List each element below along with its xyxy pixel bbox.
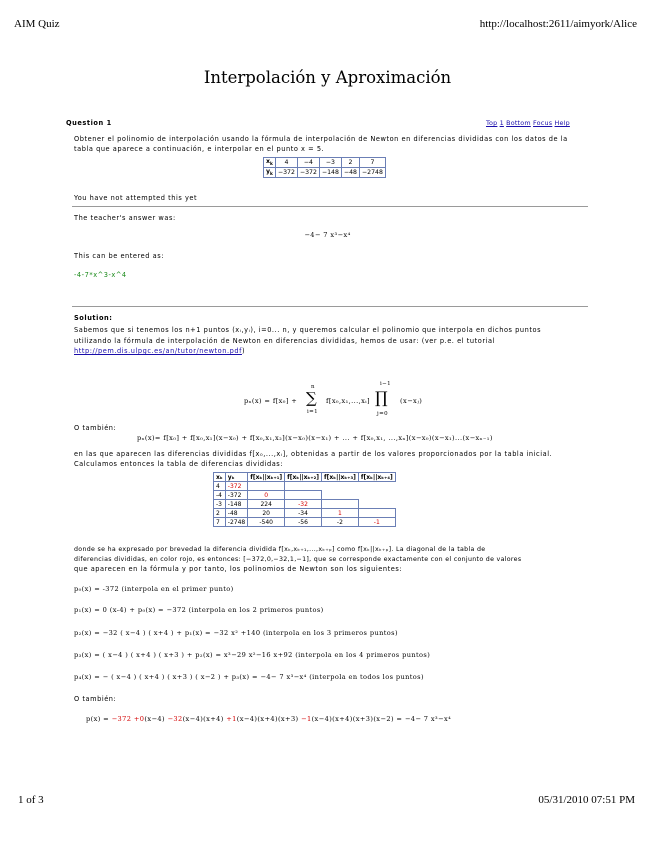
final-formula: [86, 715, 451, 723]
formula-tail: (x−xⱼ): [400, 397, 423, 405]
x-cell: 7: [360, 158, 386, 168]
entered-value: -4-7*x^3-x^4: [74, 271, 127, 279]
table-cell: -1: [358, 518, 395, 527]
table-cell: -148: [225, 500, 247, 509]
table-cell: -2: [321, 518, 358, 527]
page-url: http://localhost:2611/aimyork/Alice: [479, 18, 637, 30]
question-label: Question 1: [66, 119, 112, 127]
divider: [72, 306, 588, 307]
table-row: [214, 491, 396, 500]
solution-para2-1: en las que aparecen las diferencias divididas f[x₀,...,xᵢ], obtenidas a partir de los valores proporcionados por la tabla inicial.: [74, 450, 553, 458]
coef-3: −32: [167, 715, 183, 723]
table-cell: 1: [321, 509, 358, 518]
y-cell: −48: [341, 168, 359, 178]
polynomial-line: p₃(x) = ( x−4 ) ( x+4 ) ( x+3 ) + p₂(x) = x³−29 x²−16 x+92 (interpola en los 4 primeros puntos): [74, 651, 431, 659]
tutorial-link[interactable]: http://pem.dis.ulpgc.es/an/tutor/newton.pdf: [74, 347, 242, 355]
column-header: xₖ: [214, 473, 226, 482]
x-cell: −3: [319, 158, 341, 168]
tutorial-link-line: [74, 346, 245, 357]
formula-lhs: pₙ(x) = f[x₀] +: [244, 397, 298, 405]
table-cell: [285, 482, 322, 491]
browser-page-title: AIM Quiz: [14, 18, 60, 30]
column-header: f[xₖ||xₖ₊₄]: [358, 473, 395, 482]
table-cell: [321, 500, 358, 509]
y-cell: −2748: [360, 168, 386, 178]
row-y-label: y: [266, 168, 271, 176]
table-cell: [248, 482, 285, 491]
factor-5: (x−4)(x+4)(x+3)(x−2): [311, 715, 394, 723]
sum-bottom: i=1: [307, 409, 319, 415]
table-row: [214, 482, 396, 491]
divider: [72, 206, 588, 207]
link-tail: ): [241, 347, 246, 355]
table-cell: -48: [225, 509, 247, 518]
solution-para3-2: diferencias divididas, en color rojo, es entonces: [−372,0,−32,1,−1], que se corresponde exactamente con el conjunto de valores: [74, 556, 522, 563]
factor-3: (x−4)(x+4): [182, 715, 224, 723]
factor-4: (x−4)(x+4)(x+3): [236, 715, 299, 723]
prod-bottom: j=0: [377, 411, 389, 417]
table-row: [214, 518, 396, 527]
column-header: yₖ: [225, 473, 247, 482]
table-cell: 4: [214, 482, 226, 491]
o-tambien-2: O también:: [74, 695, 117, 703]
table-cell: [358, 509, 395, 518]
final-rhs: = −4− 7 x³−x⁴: [396, 715, 452, 723]
print-timestamp: 05/31/2010 07:51 PM: [538, 794, 635, 806]
table-cell: [321, 491, 358, 500]
table-row: [214, 509, 396, 518]
solution-para3-1: donde se ha expresado por brevedad la diferencia dividida f[xₖ,xₖ₊₁,...,xₖ₊ₚ] como f[xₖ||xₖ₊ₚ]. La diagonal de la tabla de: [74, 546, 486, 553]
attempt-status: You have not attempted this yet: [74, 194, 198, 202]
table-cell: -4: [214, 491, 226, 500]
table-cell: [285, 491, 322, 500]
sum-symbol: ∑: [306, 389, 317, 407]
table-row-y: $y_k$ −372 −372 −148 −48 −2748: [264, 168, 386, 178]
polynomial-line: p₁(x) = 0 (x-4) + p₀(x) = −372 (interpola en los 2 primeros puntos): [74, 606, 324, 614]
polynomial-line: p₀(x) = -372 (interpola en el primer punto): [74, 585, 234, 593]
solution-para2-2: Calculamos entonces la tabla de diferencias divididas:: [74, 460, 284, 468]
polynomial-line: p₂(x) = −32 ( x−4 ) ( x+4 ) + p₁(x) = −32 x² +140 (interpola en los 3 primeros puntos): [74, 629, 398, 637]
nav-focus-link[interactable]: Focus: [533, 119, 553, 127]
table-cell: -3: [214, 500, 226, 509]
row-x-label: x: [266, 158, 271, 165]
table-cell: 0: [248, 491, 285, 500]
prod-symbol: ∏: [375, 388, 388, 407]
teacher-answer: −4− 7 x³−x⁴: [304, 231, 351, 239]
table-cell: [358, 482, 395, 491]
solution-para-1: Sabemos que si tenemos los n+1 puntos (xᵢ,yᵢ), i=0... n, y queremos calcular el polinomio que interpola en dichos puntos: [74, 326, 542, 334]
coef-5: −1: [301, 715, 312, 723]
polynomial-line: p₄(x) = − ( x−4 ) ( x+4 ) ( x+3 ) ( x−2 ) + p₃(x) = −4− 7 x³−x⁴ (interpola en todos los puntos): [74, 673, 424, 681]
table-cell: 7: [214, 518, 226, 527]
solution-heading: Solution:: [74, 314, 113, 322]
coef-2: +0: [133, 715, 145, 723]
question-text-1: Obtener el polinomio de interpolación usando la fórmula de interpolación de Newton en diferencias divididas con los datos de la: [74, 135, 568, 143]
expanded-formula: pₙ(x)= f[x₀] + f[x₀,x₁](x−x₀) + f[x₀,x₁,x₂](x−x₀)(x−x₁) + ... + f[x₀,x₁, ...,xₙ](x−x₀)(x−x₁)...(x−xₙ₋₁): [137, 434, 493, 442]
table-cell: 2: [214, 509, 226, 518]
question-text-2: tabla que aparece a continuación, e interpolar en el punto x = 5.: [74, 145, 325, 153]
divided-differences-table: [213, 472, 396, 527]
x-cell: 2: [341, 158, 359, 168]
data-table: [263, 157, 386, 178]
nav-top-link[interactable]: Top: [486, 119, 498, 127]
prod-top: i−1: [380, 381, 392, 387]
nav-help-link[interactable]: Help: [554, 119, 570, 127]
solution-para-2: utilizando la fórmula de interpolación de Newton en diferencias divididas, hemos de usar: (ver p.e. el tutorial: [74, 337, 495, 345]
factor-2: (x−4): [144, 715, 165, 723]
column-header: f[xₖ||xₖ₊₁]: [248, 473, 285, 482]
y-cell: −148: [319, 168, 341, 178]
y-cell: −372: [275, 168, 297, 178]
formula-middle: f[x₀,x₁,...,xᵢ]: [326, 397, 370, 405]
table-cell: -56: [285, 518, 322, 527]
coef-1: −372: [111, 715, 132, 723]
table-cell: 20: [248, 509, 285, 518]
o-tambien: O también:: [74, 424, 117, 432]
table-row-x: $x_k$ 4 −4 −3 2 7: [264, 158, 386, 168]
page-title: Interpolación y Aproximación: [203, 68, 452, 87]
table-cell: -34: [285, 509, 322, 518]
x-cell: 4: [275, 158, 297, 168]
table-cell: -372: [225, 491, 247, 500]
table-cell: -32: [285, 500, 322, 509]
entered-label: This can be entered as:: [74, 252, 164, 260]
question-nav: [486, 118, 570, 129]
table-cell: 224: [248, 500, 285, 509]
final-lhs: p(x) =: [86, 715, 110, 723]
table-row: [214, 473, 396, 482]
table-cell: [321, 482, 358, 491]
page-counter: 1 of 3: [18, 794, 44, 806]
column-header: f[xₖ||xₖ₊₃]: [321, 473, 358, 482]
y-cell: −372: [297, 168, 319, 178]
table-cell: -2748: [225, 518, 247, 527]
table-cell: -540: [248, 518, 285, 527]
sum-top: n: [311, 384, 315, 390]
solution-para3-3: que aparecen en la fórmula y por tanto, los polinomios de Newton son los siguientes:: [74, 565, 403, 573]
table-cell: -372: [225, 482, 247, 491]
x-cell: −4: [297, 158, 319, 168]
table-cell: [358, 500, 395, 509]
teacher-answer-label: The teacher's answer was:: [74, 214, 176, 222]
column-header: f[xₖ||xₖ₊₂]: [285, 473, 322, 482]
table-cell: [358, 491, 395, 500]
coef-4: +1: [226, 715, 237, 723]
nav-bottom-link[interactable]: Bottom: [506, 119, 531, 127]
nav-1-link[interactable]: 1: [499, 119, 504, 127]
table-row: [214, 500, 396, 509]
